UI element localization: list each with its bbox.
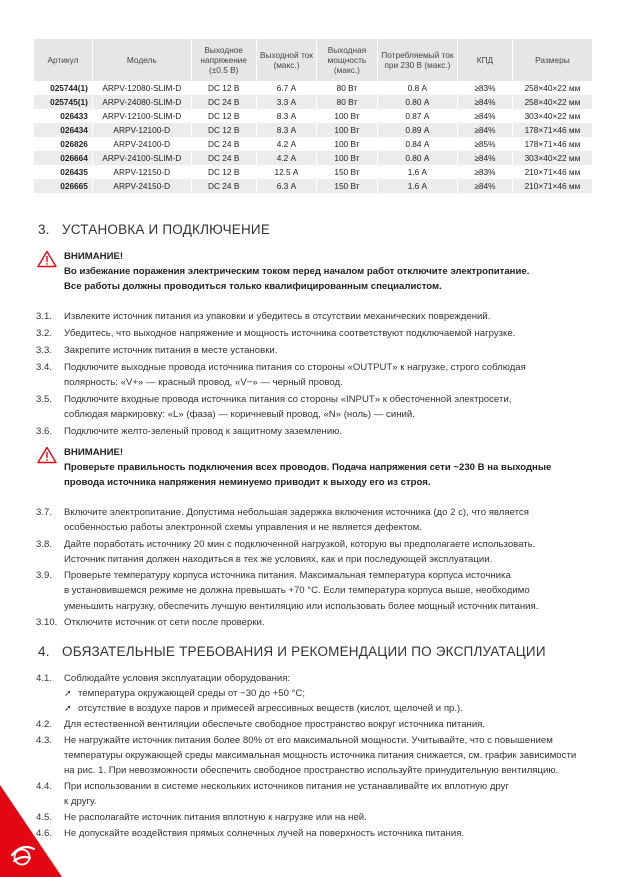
table-cell: 0.8 А	[377, 81, 457, 95]
item-line: к другу.	[64, 796, 97, 808]
table-cell: 12.5 А	[256, 165, 317, 179]
col-header: Потребляемый ток при 230 В (макс.)	[377, 39, 457, 81]
warning-triangle-icon	[37, 446, 57, 464]
table-cell: ARPV-24100-D	[92, 137, 191, 151]
warning-title: ВНИМАНИЕ!	[64, 447, 124, 458]
table-cell: ≥83%	[458, 165, 513, 179]
table-cell: DC 24 В	[191, 95, 256, 109]
item-number: 4.1.	[36, 673, 53, 684]
table-cell: 150 Вт	[317, 179, 377, 193]
item-line: Для естественной вентиляции обеспечьте свободное пространство вокруг источника питания.	[64, 719, 486, 730]
section-3-heading	[38, 222, 270, 237]
col-header: КПД	[458, 39, 513, 81]
table-cell: 3.3 А	[256, 95, 317, 109]
item-text	[64, 505, 619, 536]
table-cell: ≥84%	[458, 123, 513, 137]
article-cell: 025745(1)	[34, 95, 92, 109]
table-cell: 100 Вт	[317, 151, 377, 165]
table-cell: ARPV-12100-SLIM-D	[92, 109, 191, 123]
col-header: Модель	[92, 39, 191, 81]
table-cell: 303×40×22 мм	[512, 109, 592, 123]
item-number: 4.2.	[36, 719, 53, 730]
table-cell: 150 Вт	[317, 165, 377, 179]
item-text	[64, 615, 619, 630]
warning-line: Во избежание поражения электрическим током перед началом работ отключите электропитание.	[64, 266, 530, 277]
item-line: Убедитесь, что выходное напряжение и мощность источника соответствуют подключаемой нагрузке.	[64, 327, 516, 339]
item-number: 3.7.	[36, 507, 53, 518]
table-cell: DC 24 В	[191, 179, 256, 193]
item-number: 3.9.	[36, 570, 53, 582]
col-header: Выходная мощность (макс.)	[317, 39, 377, 81]
arrow-bullet-icon: ➚	[64, 703, 72, 713]
item-number: 4.6.	[36, 827, 53, 839]
item-number: 3.2.	[36, 327, 53, 339]
table-cell: 100 Вт	[317, 109, 377, 123]
table-cell: ≥83%	[458, 81, 513, 95]
item-number: 3.8.	[36, 538, 53, 550]
table-cell: 178×71×46 мм	[512, 137, 592, 151]
item-text	[64, 779, 619, 810]
table-cell: ≥84%	[458, 151, 513, 165]
table-cell: 8.3 А	[256, 123, 317, 137]
article-cell: 026435	[34, 165, 92, 179]
article-cell: 026433	[34, 109, 92, 123]
table-header-row	[34, 39, 593, 81]
table-row	[34, 165, 593, 179]
table-cell: DC 24 В	[191, 137, 256, 151]
warning-triangle-icon	[37, 250, 57, 268]
item-line: Подключите выходные провода источника питания со стороны «OUTPUT» к нагрузке, строго соблюдая	[64, 361, 526, 373]
item-line: соблюдая маркировку: «L» (фаза) — коричневый провод, «N» (ноль) — синий.	[64, 409, 415, 421]
table-cell: 303×40×22 мм	[512, 151, 592, 165]
item-line: Источник питания должен находиться в тех же условиях, как и при последующей эксплуатации.	[64, 553, 493, 565]
table-row	[34, 95, 593, 109]
item-line: Включите электропитание. Допустима небольшая задержка включения источника (до 2 с), что является	[64, 507, 529, 518]
item-number: 3.1.	[36, 311, 53, 322]
item-line: Закрепите источник питания в месте установки.	[64, 344, 278, 356]
table-cell: ≥85%	[458, 137, 513, 151]
article-cell: 026664	[34, 151, 92, 165]
table-cell: 0.89 А	[377, 123, 457, 137]
item-text	[64, 343, 619, 358]
table-cell: 0.87 А	[377, 109, 457, 123]
section-title: ОБЯЗАТЕЛЬНЫЕ ТРЕБОВАНИЯ И РЕКОМЕНДАЦИИ ПО ЭКСПЛУАТАЦИИ	[62, 644, 546, 659]
sub-item-text: отсутствие в воздухе паров и примесей агрессивных веществ (кислот, щелочей и пр.).	[78, 703, 463, 714]
item-text	[64, 309, 619, 324]
article-cell: 026826	[34, 137, 92, 151]
item-line: в установившемся режиме не должна превышать +70 °C. Если температура корпуса выше, необходимо	[64, 585, 530, 597]
item-line: Извлеките источник питания из упаковки и убедитесь в отсутствии механических повреждений.	[64, 311, 491, 322]
item-line: Не располагайте источник питания вплотную к нагрузке или на ней.	[64, 812, 367, 823]
brand-logo-icon	[0, 785, 62, 877]
table-cell: 8.3 А	[256, 109, 317, 123]
section-number: 3.	[38, 222, 50, 237]
item-text	[64, 537, 619, 568]
table-cell: 100 Вт	[317, 137, 377, 151]
table-cell: DC 24 В	[191, 151, 256, 165]
table-cell: ≥84%	[458, 109, 513, 123]
item-number: 3.6.	[36, 426, 53, 438]
table-row	[34, 179, 593, 193]
table-row	[34, 81, 593, 95]
sub-item	[64, 686, 305, 701]
item-line: Не нагружайте источник питания более 80% от его максимальной мощности. Учитывайте, что с повышением	[64, 734, 553, 746]
table-cell: ARPV-24150-D	[92, 179, 191, 193]
col-header: Выходное напряжение (±0.5 В)	[191, 39, 256, 81]
item-line: Дайте поработать источнику 20 мин с подключенной нагрузкой, которую вы предполагаете использовать.	[64, 538, 536, 550]
item-line: При использовании в системе нескольких источников питания не устанавливайте их вплотную друг	[64, 781, 509, 792]
table-cell: 6.3 А	[256, 179, 317, 193]
item-line: уменьшить нагрузку, обеспечить лучшую вентиляцию или использовать более мощный источник питания.	[64, 600, 539, 612]
section-4-heading	[38, 644, 546, 659]
warning-line: Все работы должны проводиться только квалифицированным специалистом.	[64, 281, 442, 292]
article-cell: 025744(1)	[34, 81, 92, 95]
section-number: 4.	[38, 644, 50, 659]
warning-title: ВНИМАНИЕ!	[64, 251, 124, 262]
warning-line: провода источника напряжения неминуемо приводит к выходу его из строя.	[64, 477, 431, 488]
item-line: Отключите источник от сети после проверки.	[64, 617, 265, 629]
specs-table	[34, 39, 593, 193]
table-cell: 80 Вт	[317, 95, 377, 109]
table-cell: 6.7 А	[256, 81, 317, 95]
item-line: особенностью работы электронной схемы управления и не является дефектом.	[64, 522, 422, 534]
item-text	[64, 733, 619, 779]
table-cell: 4.2 А	[256, 137, 317, 151]
item-number: 4.5.	[36, 812, 53, 823]
item-number: 4.4.	[36, 781, 53, 792]
item-number: 3.5.	[36, 393, 53, 405]
warning-text	[64, 460, 594, 490]
col-header: Артикул	[34, 39, 92, 81]
table-row	[34, 137, 593, 151]
item-text: Соблюдайте условия эксплуатации оборудования:	[64, 673, 291, 684]
table-cell: 258×40×22 мм	[512, 81, 592, 95]
item-line: Проверьте температуру корпуса источника питания. Максимальная температура корпуса источника	[64, 570, 511, 582]
item-line: Не допускайте воздействия прямых солнечных лучей на поверхность источника питания.	[64, 827, 465, 839]
item-text	[64, 826, 619, 841]
item-text	[64, 717, 619, 732]
item-line: полярность: «V+» — красный провод, «V−» — черный провод.	[64, 376, 343, 388]
item-text	[64, 360, 619, 391]
warning-text	[64, 264, 594, 294]
article-cell: 026665	[34, 179, 92, 193]
table-cell: ≥84%	[458, 95, 513, 109]
table-cell: 4.2 А	[256, 151, 317, 165]
table-cell: ARPV-24080-SLIM-D	[92, 95, 191, 109]
item-line: температуры окружающей среды максимальная мощность источника питания снижается, см. график зависимости	[64, 749, 577, 761]
table-row	[34, 109, 593, 123]
table-cell: 0.84 А	[377, 137, 457, 151]
table-row	[34, 151, 593, 165]
article-cell: 026434	[34, 123, 92, 137]
item-line: Подключите входные провода источника питания со стороны «INPUT» к обесточенной электросети,	[64, 393, 512, 405]
table-cell: ARPV-12100-D	[92, 123, 191, 137]
table-cell: 210×71×46 мм	[512, 165, 592, 179]
table-cell: 1.6 А	[377, 165, 457, 179]
table-row	[34, 123, 593, 137]
item-number: 3.10.	[36, 617, 58, 629]
table-cell: 258×40×22 мм	[512, 95, 592, 109]
sub-item	[64, 701, 463, 716]
item-number: 3.4.	[36, 361, 53, 373]
item-line: Подключите желто-зеленый провод к защитному заземлению.	[64, 426, 343, 438]
table-cell: 100 Вт	[317, 123, 377, 137]
table-cell: 1.6 А	[377, 179, 457, 193]
item-text	[64, 810, 619, 825]
table-cell: 0.80 А	[377, 95, 457, 109]
item-number: 3.3.	[36, 344, 53, 356]
table-cell: 80 Вт	[317, 81, 377, 95]
table-cell: ARPV-12080-SLIM-D	[92, 81, 191, 95]
item-line: на рис. 1. При невозможности обеспечить свободное пространство используйте принудительную вентиляцию.	[64, 765, 559, 777]
table-cell: ARPV-12150-D	[92, 165, 191, 179]
table-cell: DC 12 В	[191, 109, 256, 123]
item-text	[64, 568, 619, 614]
arrow-bullet-icon: ➚	[64, 688, 72, 698]
table-cell: 210×71×46 мм	[512, 179, 592, 193]
table-cell: ≥84%	[458, 179, 513, 193]
col-header: Выходной ток (макс.)	[256, 39, 317, 81]
item-text	[64, 424, 619, 439]
table-cell: DC 12 В	[191, 123, 256, 137]
col-header: Размеры	[512, 39, 592, 81]
table-cell: DC 12 В	[191, 81, 256, 95]
table-cell: ARPV-24100-SLIM-D	[92, 151, 191, 165]
table-cell: 0.80 А	[377, 151, 457, 165]
warning-line: Проверьте правильность подключения всех проводов. Подача напряжения сети ~230 В на выходные	[64, 462, 552, 473]
item-text	[64, 392, 619, 423]
section-title: УСТАНОВКА И ПОДКЛЮЧЕНИЕ	[62, 222, 271, 237]
item-number: 4.3.	[36, 734, 53, 746]
item-text	[64, 326, 619, 341]
sub-item-text: температура окружающей среды от −30 до +50 °C;	[78, 688, 306, 699]
table-cell: 178×71×46 мм	[512, 123, 592, 137]
table-cell: DC 12 В	[191, 165, 256, 179]
